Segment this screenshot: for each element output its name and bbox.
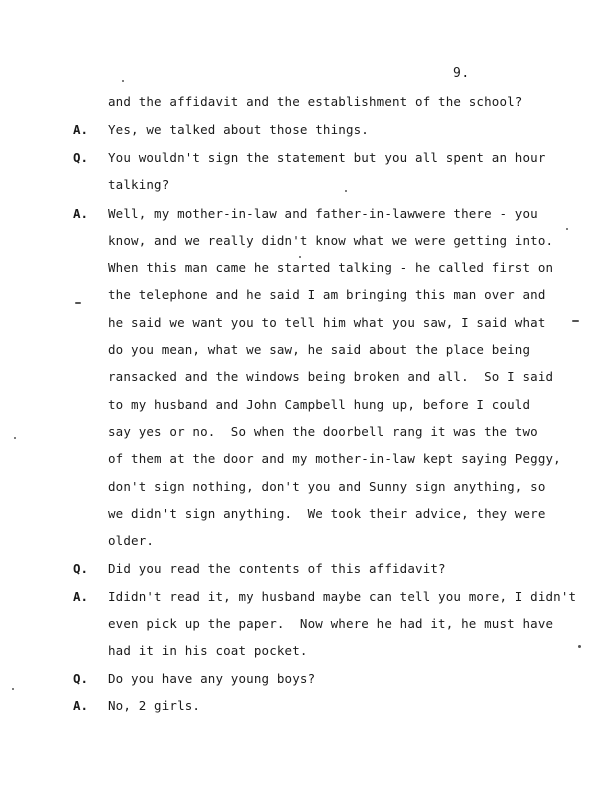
scan-speck: [345, 190, 347, 192]
scan-speck: [75, 302, 81, 304]
transcript-line: ransacked and the windows being broken and all. So I said: [108, 369, 554, 384]
speaker-label: Q.: [73, 150, 89, 165]
speaker-label: A.: [73, 206, 89, 221]
transcript-line: Do you have any young boys?: [108, 671, 316, 686]
transcript-line: do you mean, what we saw, he said about the place being: [108, 342, 531, 357]
transcript-line: When this man came he started talking - he called first on: [108, 260, 554, 275]
scan-speck: [12, 688, 14, 690]
transcript-line: talking?: [108, 177, 170, 192]
transcript-line: of them at the door and my mother-in-law kept saying Peggy,: [108, 451, 561, 466]
transcript-line: had it in his coat pocket.: [108, 643, 308, 658]
transcript-line: and the affidavit and the establishment of the school?: [108, 94, 523, 109]
scan-speck: [122, 80, 124, 82]
transcript-line: we didn't sign anything. We took their advice, they were: [108, 506, 546, 521]
transcript-line: to my husband and John Campbell hung up, before I could: [108, 397, 531, 412]
speaker-label: Q.: [73, 561, 89, 576]
scan-speck: [299, 256, 301, 258]
speaker-label: A.: [73, 122, 89, 137]
transcript-line: You wouldn't sign the statement but you all spent an hour: [108, 150, 546, 165]
scan-speck: [578, 645, 581, 648]
transcript-line: older.: [108, 533, 155, 548]
transcript-line: say yes or no. So when the doorbell rang it was the two: [108, 424, 538, 439]
page-number: 9.: [453, 66, 470, 81]
transcript-line: No, 2 girls.: [108, 698, 201, 713]
speaker-label: A.: [73, 698, 89, 713]
transcript-line: Ididn't read it, my husband maybe can tell you more, I didn't: [108, 589, 577, 604]
transcript-line: Yes, we talked about those things.: [108, 122, 369, 137]
transcript-line: he said we want you to tell him what you saw, I said what: [108, 315, 546, 330]
scan-speck: [14, 437, 16, 439]
transcript-line: Did you read the contents of this affidavit?: [108, 561, 446, 576]
transcript-line: know, and we really didn't know what we were getting into.: [108, 233, 554, 248]
transcript-line: the telephone and he said I am bringing this man over and: [108, 287, 546, 302]
transcript-line: even pick up the paper. Now where he had it, he must have: [108, 616, 554, 631]
speaker-label: A.: [73, 589, 89, 604]
scan-speck: [572, 320, 579, 322]
transcript-line: don't sign nothing, don't you and Sunny sign anything, so: [108, 479, 546, 494]
scan-speck: [566, 228, 568, 230]
speaker-label: Q.: [73, 671, 89, 686]
transcript-line: Well, my mother-in-law and father-in-lawwere there - you: [108, 206, 538, 221]
